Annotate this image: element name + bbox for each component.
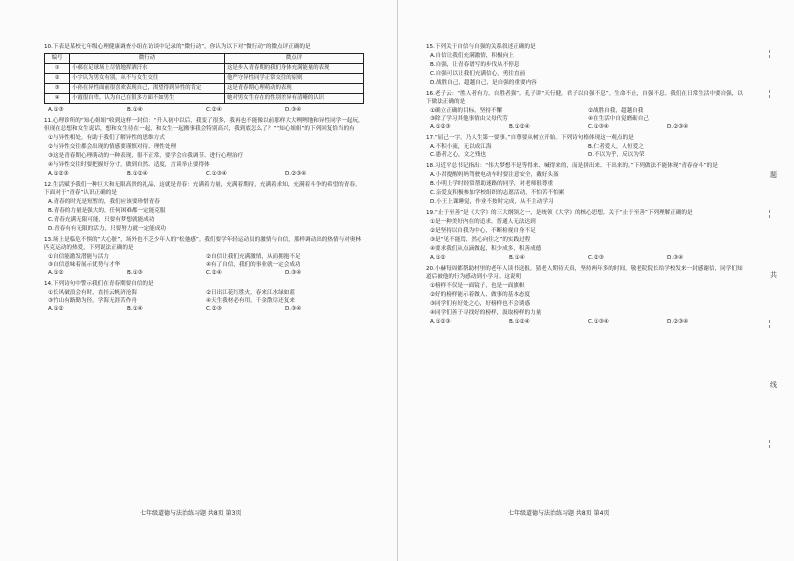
answer-choice-b[interactable]: B.青春的力量是强大的，任何困难都一定能克服 <box>48 208 166 214</box>
binding-dash <box>769 320 770 328</box>
binding-char-1: 题 <box>770 171 777 179</box>
row-action: 小孙在异性面前很喜欢表现自己，渴望得到异性的肯定 <box>70 84 225 94</box>
q14-option-row <box>44 297 364 305</box>
q19-option-2: ②是坚持以自我为中心，不断检视自身不足 <box>430 228 536 234</box>
row-number: ① <box>45 64 70 74</box>
q17-option-row <box>426 151 746 159</box>
answer-choice-a[interactable]: A.①② <box>48 306 64 312</box>
q17-option-row <box>426 143 746 151</box>
answer-choice-b[interactable]: B.①②④ <box>509 319 530 325</box>
answer-choice-c[interactable]: C.自强可以让我们充满信心，勇往直前 <box>430 71 526 77</box>
exam-page-right <box>397 0 794 561</box>
q20-option-4: ④同学们善于寻找好的榜样，汲取榜样的力量 <box>430 310 542 316</box>
q19-option-4: ④要求我们从点滴做起，积少成多，积善成德 <box>430 246 542 252</box>
q15-stem: 15.下列关于自信与自强的关系叙述正确的是 <box>426 44 536 50</box>
q16-option-1: ①确立正确的目标，坚持不懈 <box>430 108 503 114</box>
q16-answers <box>426 123 746 131</box>
answer-choice-c[interactable]: C.②③ <box>206 306 222 312</box>
answer-choice-d[interactable]: D.②③④ <box>667 124 689 130</box>
q16-option-2: ②战胜自我，超越自我 <box>588 108 644 114</box>
q13-answers <box>44 269 364 277</box>
answer-choice-c[interactable]: C.②③ <box>588 255 604 261</box>
binding-char-2: 共 <box>770 271 777 279</box>
q14-stem: 14.下列诗句中警示我们在青春期要自信的是 <box>44 281 154 287</box>
answer-choice-a[interactable]: A.自信让我们充满激情，积极向上 <box>430 53 514 59</box>
q20-answers <box>426 318 746 326</box>
answer-choice-b[interactable]: B.①④ <box>127 107 143 113</box>
page-footer: 七年级道德与法治练习题 共8页 第4页 <box>508 510 610 517</box>
col-header-action: 微行动 <box>70 54 225 64</box>
q11-option-2: ②与异性交往都会出现的情感要谨慎对待、理性处理 <box>48 144 177 150</box>
col-header-number: 编号 <box>45 54 70 64</box>
q13-option-4: ④有了自信，我们的事业就一定会成功 <box>206 262 301 268</box>
answer-choice-c[interactable]: C.①③④ <box>588 124 609 130</box>
q16-option-row <box>426 107 746 115</box>
answer-choice-a[interactable]: A.青春的时光是短暂的，我们应该要珍惜青春 <box>48 199 160 205</box>
q14-answers <box>44 305 364 313</box>
row-number: ④ <box>45 94 70 104</box>
table-row <box>45 94 364 104</box>
answer-choice-a[interactable]: A.①③ <box>48 107 64 113</box>
answer-choice-b[interactable]: B.①④ <box>509 255 525 261</box>
answer-choice-d[interactable]: D.③④ <box>285 107 302 113</box>
left-column <box>44 40 364 314</box>
q13-option-2: ②自信让我们充满激情，从而拥抱不足 <box>206 254 301 260</box>
q13-option-row <box>44 253 364 261</box>
row-action: 小霞很自卑，认为自己在很多方面不如男生 <box>70 94 225 104</box>
q13-option-row <box>44 261 364 269</box>
binding-dash <box>769 90 770 98</box>
col-header-comment: 微点评 <box>225 54 364 64</box>
table-row <box>45 64 364 74</box>
table-row <box>45 74 364 84</box>
answer-choice-a[interactable]: A.小君提醒妈妈驾驶电动车时要注意安全，戴好头盔 <box>430 172 559 178</box>
q11-option-4: ④与异性交往时要把握好分寸，做到自然、适度，言谈举止要得体 <box>48 162 210 168</box>
q14-option-row <box>44 289 364 297</box>
binding-dash <box>769 440 770 448</box>
answer-choice-d[interactable]: D.青春有有无限的活力，只要努力就一定能成功 <box>48 226 166 232</box>
q11-option-1: ①与异性相处，有助于我们了解异性的思维方式 <box>48 135 165 141</box>
answer-choice-b[interactable]: B.①③ <box>127 270 143 276</box>
row-action: 小郝在足球场上尽情地挥洒汗水 <box>70 64 225 74</box>
answer-choice-a[interactable]: A.①②③ <box>48 171 69 177</box>
row-comment: 这是青春期心理萌动的表现 <box>225 84 364 94</box>
table-row <box>45 84 364 94</box>
answer-choice-d[interactable]: D.③④ <box>667 255 684 261</box>
right-column <box>426 40 746 327</box>
q11-option-3: ③这是青春期心理萌动的一种表现，很不正常，要学会自我调节、进行心理治疗 <box>48 153 244 159</box>
q20-option-2: ②好的榜样能示着做人、做事的基本态度 <box>430 292 531 298</box>
answer-choice-b[interactable]: B.小明上学时经常帮助迷路的同学，对老师很尊重 <box>430 181 554 187</box>
answer-choice-d[interactable]: D.②③④ <box>667 319 689 325</box>
answer-choice-c[interactable]: C.愚者之心，文之残也 <box>430 152 487 158</box>
q16-option-row <box>426 115 746 123</box>
binding-margin <box>766 30 786 530</box>
answer-choice-c[interactable]: C.①③④ <box>588 319 609 325</box>
q14-option-3: ③竹山有路勤为径，学海无涯苦作舟 <box>48 298 137 304</box>
answer-choice-b[interactable]: B.①④ <box>127 306 143 312</box>
answer-choice-c[interactable]: C.青春充满无限可能，只要有梦想就能成功 <box>48 217 155 223</box>
q16-stem: 16.老子云：“胜人者有力，自胜者强”。孔子讲“天行健，君子以自强不息”。生命不止，自强不息。我们在日常生活中要自强，以下做法正确的是 <box>426 91 743 105</box>
binding-dash <box>769 210 770 218</box>
row-comment: 她对男女生存在的性别差异有清晰的认识 <box>225 94 364 104</box>
answer-choice-d[interactable]: D.不以为乎，反以为荣 <box>588 152 645 158</box>
q10-table <box>44 53 364 104</box>
q10-answers <box>44 106 364 114</box>
q19-stem: 19.“止于至善”是《大学》的三大纲领之一，是统领《大学》的核心思想。关于“止于至善”下列理解正确的是 <box>426 210 693 216</box>
q13-option-3: ③自信意味着展示优势与才华 <box>48 262 121 268</box>
row-number: ③ <box>45 84 70 94</box>
answer-choice-b[interactable]: B.①②④ <box>509 124 530 130</box>
q11-stem: 11.心理诊所的“知心姐姐”收到这样一封信：“升入初中以后，我变了很多，我再也不能像以前那样大大咧咧地和异性同学一起玩，但现在总想和女生说话，想和女生待在一起，和女生一起搬事我会特别高兴，我到底怎么了？”“知心姐姐”的下列回复恰当的有 <box>44 118 364 132</box>
q16-option-4: ④在生活中自觉磨砺自己 <box>588 116 649 122</box>
q20-stem: 20.小赫每周都帮助村里的老年人读书送报。猜老人期待天真，坚持两年多的时间，敬老院院长给学校发来一封感谢信，同学们知道后被他的行为感动到小学习。这说明 <box>426 266 743 280</box>
q14-option-2: ②日出江花红胜火，春来江水绿如蓝 <box>206 290 295 296</box>
q12-stem: 12.生活赋予我们一种巨大和无限高贵的礼品，这就是青春：充满着力量，充满着期待，充满着求知，充满着斗争的希望的青春。下面对于“青春”认识正确的是 <box>44 182 361 196</box>
answer-choice-d[interactable]: D.②③④ <box>285 171 307 177</box>
row-action: 小宇认为男女有别，从不与女生交往 <box>70 74 225 84</box>
answer-choice-d[interactable]: D.战胜自己，超越自己，是自强的重要内容 <box>430 80 537 86</box>
answer-choice-b[interactable]: B.①②④ <box>127 171 148 177</box>
answer-choice-b[interactable]: B.仁者爱人，人恒爱之 <box>588 144 644 150</box>
q19-option-3: ③是“见不能焉，然心向往之”的实践过程 <box>430 237 531 243</box>
row-comment: 这是步入青春期的我们身体充满能量的表现 <box>225 64 364 74</box>
answer-choice-c[interactable]: C.①③④ <box>206 171 227 177</box>
answer-choice-c[interactable]: C.②④ <box>206 270 222 276</box>
answer-choice-c[interactable]: C.②④ <box>206 107 222 113</box>
q17-stem: 17.“屈己一字，乃人生第一要事。”自尊要从树立开始。下列诗句格体现这一观点的是 <box>426 135 634 141</box>
q18-stem: 18.习近平总书记指出：“伟大梦想不是等得来、喊得来的，而是拼出来、干出来的。”下列做法不能体现“青春奋斗”的是 <box>426 163 718 169</box>
q10-table-header <box>45 54 364 64</box>
q13-option-1: ①自信能激发潜能与活力 <box>48 254 109 260</box>
answer-choice-a[interactable]: A.不积小流，无以成江海 <box>430 144 492 150</box>
q16-option-3: ③除了学习其他事情由父母代劳 <box>430 116 508 122</box>
q11-answers <box>44 170 364 178</box>
row-comment: 他严守异性同学正常交往的原则 <box>225 74 364 84</box>
q20-option-1: ①榜样不仅是一面镜子，也是一面旗帜 <box>430 283 525 289</box>
q14-option-1: ①长风破浪会有时，直挂云帆济沧海 <box>48 290 137 296</box>
answer-choice-c[interactable]: C.亲爱友积极参加学校组织的志愿活动，不怕苦不怕累 <box>430 190 565 196</box>
q13-stem: 13.场上是临危不惧的“大心脏”，场外也不乏少年人的“松弛感”。我们要学年轻运动员的激情与自信，那样调动出的热情与对奥林匹克运动的热爱，下列说法正确的是 <box>44 237 361 251</box>
binding-dash <box>769 50 770 58</box>
answer-choice-a[interactable]: A.①②③ <box>430 319 451 325</box>
q19-answers <box>426 254 746 262</box>
answer-choice-b[interactable]: B.自强，让青春谱写的步伐从不停息 <box>430 62 520 68</box>
answer-choice-d[interactable]: D.③④ <box>285 306 302 312</box>
q10-stem: 10.下表是某校七年级心理健康调查小组在访谈中记录的“微行动”，你认为以下对“微行动”的微点评正确的是 <box>44 44 311 50</box>
q19-option-1: ①是一种美好内在的追求，普通人无法达到 <box>430 219 536 225</box>
binding-char-3: 线 <box>770 381 777 389</box>
row-number: ② <box>45 74 70 84</box>
q20-option-3: ③同学们有好处之心，好榜样也不会诱惑 <box>430 301 531 307</box>
answer-choice-a[interactable]: A.①② <box>430 255 446 261</box>
answer-choice-a[interactable]: A.①② <box>48 270 64 276</box>
q14-option-4: ④天生我材必有用，千金散尽还复来 <box>206 298 295 304</box>
page-footer: 七年级道德与法治练习题 共8页 第3页 <box>140 510 242 517</box>
answer-choice-a[interactable]: A.①②③ <box>430 124 451 130</box>
answer-choice-d[interactable]: D.小王上课睡觉，作业不按时完成，从不主动学习 <box>430 199 554 205</box>
answer-choice-d[interactable]: D.③④ <box>285 270 302 276</box>
